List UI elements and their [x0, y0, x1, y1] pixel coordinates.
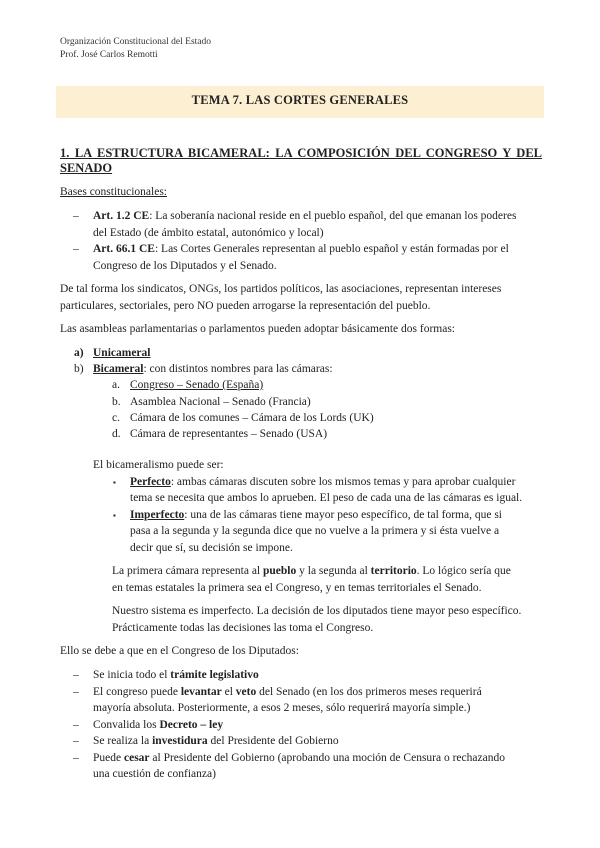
c1-text: Se inicia todo el [93, 669, 171, 681]
subitem-text: Cámara de los comunes – Cámara de los Lords (UK) [130, 412, 374, 424]
system-line1: Nuestro sistema es imperfecto. La decisión de los diputados tiene mayor peso específico. [112, 605, 522, 617]
c5-text-c: al Presidente del Gobierno (aprobando una moción de Censura o rechazando [149, 752, 505, 764]
bicameral-line [93, 361, 333, 378]
congress-item-2 [93, 684, 542, 701]
c2-text-c: el [221, 686, 236, 698]
title-banner [56, 86, 544, 118]
c4-bold: investidura [152, 735, 208, 747]
section-heading: 1. LA ESTRUCTURA BICAMERAL: LA COMPOSICIÓN DEL CONGRESO Y DEL SENADO [60, 146, 542, 175]
rep-territorio: territorio [370, 565, 417, 577]
header-professor: Prof. José Carlos Remotti [60, 50, 158, 60]
congress-item-4 [93, 733, 339, 750]
perfecto-text: : ambas cámaras discuten sobre los mismos temas y para aprobar cualquier [170, 476, 516, 488]
subitem-marker: b. [112, 396, 121, 408]
congress-item-5 [93, 750, 542, 767]
dash-bullet: – [73, 243, 79, 255]
congress-item-1 [93, 667, 259, 684]
subitem-text: Cámara de representantes – Senado (USA) [130, 428, 328, 440]
square-bullet: ▪ [113, 511, 116, 520]
subitem-marker: d. [112, 428, 121, 440]
c5-bold: cesar [123, 752, 150, 764]
header-course: Organización Constitucional del Estado [60, 37, 211, 47]
perfecto-line2: tema se necesita que ambos lo aprueben. El peso de cada una de las cámaras es igual. [130, 492, 523, 504]
square-bullet: ▪ [113, 478, 116, 487]
c5-text-a: Puede [93, 752, 124, 764]
list-marker-b: b) [74, 363, 84, 375]
imperfecto-line3: decir que sí, su decisión se impone. [130, 542, 293, 554]
congress-item-3 [93, 717, 223, 734]
dash-bullet: – [73, 669, 79, 681]
rep-text-e: . Lo lógico sería que [416, 565, 511, 577]
art12-label: Art. 1.2 CE [93, 210, 150, 222]
c1-bold: trámite legislativo [170, 669, 259, 681]
congress-intro: Ello se debe a que en el Congreso de los Diputados: [60, 645, 299, 657]
congress-item-2-cont: mayoría absoluta. Posteriormente, a esos 2 meses, sólo requerirá mayoría simple.) [93, 702, 471, 714]
art661-cont: Congreso de los Diputados y el Senado. [93, 260, 277, 272]
bicameral-label: Bicameral [93, 363, 144, 375]
rep-text-a: La primera cámara representa al [112, 565, 263, 577]
rep-text-c: y la segunda al [296, 565, 371, 577]
art12-text: : La soberanía nacional reside en el pueblo español, del que emanan los poderes [149, 210, 517, 222]
congress-item-5-cont: una cuestión de confianza) [93, 768, 216, 780]
list-marker-a: a) [74, 347, 84, 359]
dash-bullet: – [73, 686, 79, 698]
c2-text-a: El congreso puede [93, 686, 181, 698]
subitem-text: Congreso – Senado (España) [130, 379, 264, 391]
paragraph-1-line2: particulares, sectoriales, pero NO pueden arrogarse la representación del pueblo. [60, 300, 431, 312]
rep-pueblo: pueblo [263, 565, 297, 577]
c2-veto: veto [235, 686, 257, 698]
imperfecto-text: : una de las cámaras tiene mayor peso específico, de tal forma, que si [184, 509, 503, 521]
bicameralism-intro: El bicameralismo puede ser: [93, 459, 224, 471]
dash-bullet: – [73, 719, 79, 731]
art661-line [93, 241, 543, 258]
c2-text-e: del Senado (en los dos primeros meses requerirá [256, 686, 482, 698]
dash-bullet: – [73, 752, 79, 764]
c2-levantar: levantar [180, 686, 222, 698]
c4-text-c: del Presidente del Gobierno [207, 735, 339, 747]
imperfecto-label: Imperfecto [130, 509, 185, 521]
bicameral-text: : con distintos nombres para las cámaras: [143, 363, 333, 375]
paragraph-2: Las asambleas parlamentarias o parlamentos pueden adoptar básicamente dos formas: [60, 323, 456, 335]
dash-bullet: – [73, 210, 79, 222]
perfecto-label: Perfecto [130, 476, 171, 488]
imperfecto-line2: pasa a la segunda y la segunda dice que no vuelve a la primera y si ésta vuelve a [130, 525, 500, 537]
dash-bullet: – [73, 735, 79, 747]
imperfecto-line1 [130, 507, 542, 524]
art12-cont: del Estado (de ámbito estatal, autonómico y local) [93, 227, 324, 239]
unicameral-label: Unicameral [93, 347, 151, 359]
subitem-text: Asamblea Nacional – Senado (Francia) [130, 396, 311, 408]
system-line2: Prácticamente todas las decisiones las toma el Congreso. [112, 622, 374, 634]
c3-bold: Decreto – ley [159, 719, 224, 731]
art661-label: Art. 66.1 CE [93, 243, 155, 255]
subitem-marker: c. [112, 412, 120, 424]
page-header [60, 36, 211, 62]
c3-text: Convalida los [93, 719, 160, 731]
representation-line2: en temas estatales la primera sea el Congreso, y en temas territoriales el Senado. [112, 582, 482, 594]
bases-label: Bases constitucionales: [60, 186, 167, 198]
art661-text: : Las Cortes Generales representan al pueblo español y están formadas por el [154, 243, 509, 255]
art12-line [93, 208, 543, 225]
representation-line1 [112, 563, 542, 580]
paragraph-1-line1: De tal forma los sindicatos, ONGs, los partidos políticos, las asociaciones, representan intereses [60, 283, 502, 295]
subitem-marker: a. [112, 379, 120, 391]
c4-text-a: Se realiza la [93, 735, 153, 747]
page-title: TEMA 7. LAS CORTES GENERALES [191, 93, 409, 107]
perfecto-line1 [130, 474, 542, 491]
